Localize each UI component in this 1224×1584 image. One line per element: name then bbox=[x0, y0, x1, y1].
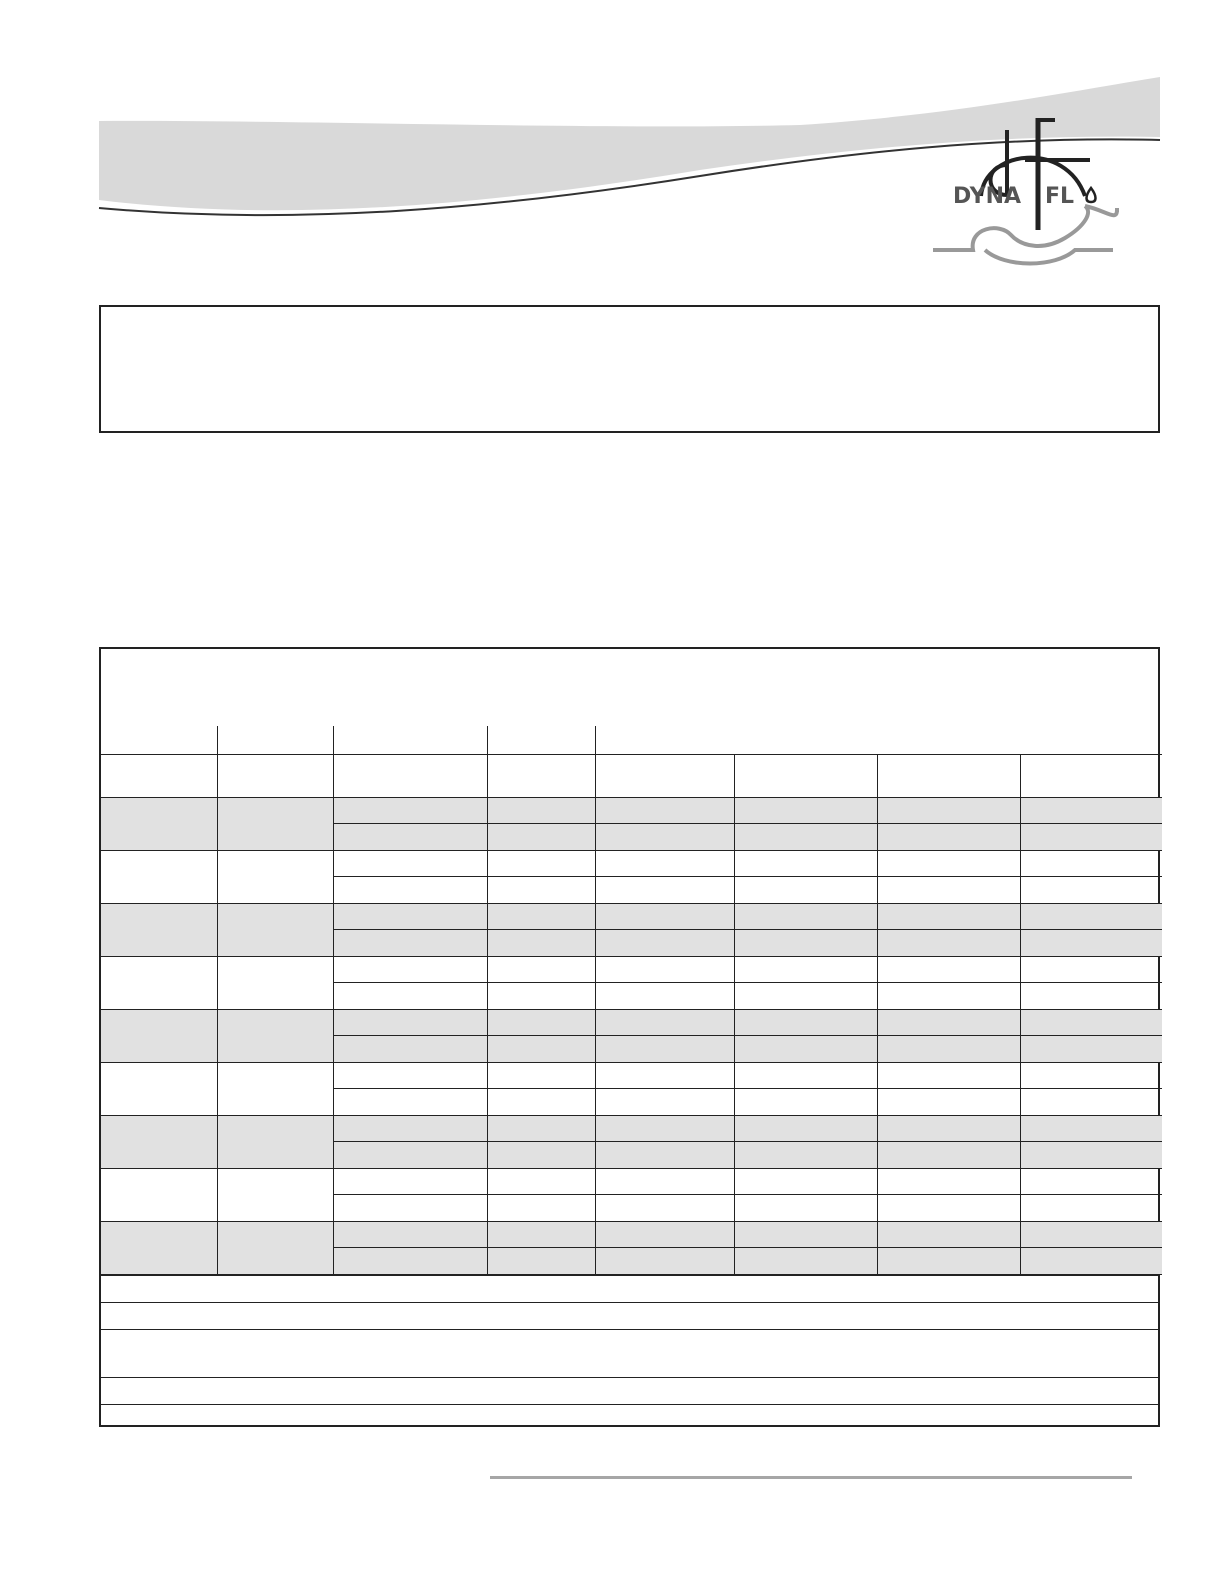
table-cell bbox=[333, 983, 487, 1010]
table-cell bbox=[217, 797, 333, 850]
table-cell bbox=[487, 1221, 595, 1248]
table-cell bbox=[217, 1009, 333, 1062]
table-cell bbox=[595, 983, 734, 1010]
table-cell bbox=[595, 903, 734, 930]
table-cell bbox=[487, 850, 595, 877]
table-cell bbox=[333, 824, 487, 851]
table-cell bbox=[101, 1115, 217, 1168]
table-cell bbox=[595, 1142, 734, 1169]
table-cell bbox=[734, 903, 877, 930]
table-cell bbox=[1020, 1221, 1162, 1248]
table-cell bbox=[217, 1062, 333, 1115]
table-cell bbox=[333, 850, 487, 877]
table-cell bbox=[1020, 797, 1162, 824]
table-cell bbox=[217, 1115, 333, 1168]
table-row bbox=[101, 903, 1162, 930]
footer-rule bbox=[490, 1476, 1132, 1479]
table-cell bbox=[217, 1168, 333, 1221]
table-cell bbox=[877, 1062, 1020, 1089]
table-cell bbox=[487, 903, 595, 930]
table-cell bbox=[333, 1195, 487, 1222]
spec-table-body bbox=[101, 797, 1162, 1274]
table-cell bbox=[1020, 956, 1162, 983]
table-cell bbox=[217, 903, 333, 956]
table-cell bbox=[101, 1221, 217, 1274]
table-cell bbox=[1020, 1142, 1162, 1169]
table-cell bbox=[595, 956, 734, 983]
header-cell bbox=[101, 726, 217, 754]
table-cell bbox=[734, 1115, 877, 1142]
table-row bbox=[101, 850, 1162, 877]
table-cell bbox=[1020, 1009, 1162, 1036]
column-header bbox=[101, 754, 217, 797]
table-cell bbox=[595, 1221, 734, 1248]
table-cell bbox=[877, 1248, 1020, 1275]
table-cell bbox=[595, 797, 734, 824]
table-cell bbox=[333, 1009, 487, 1036]
table-row bbox=[101, 797, 1162, 824]
table-cell bbox=[877, 1089, 1020, 1116]
table-cell bbox=[487, 1248, 595, 1275]
table-row bbox=[101, 1009, 1162, 1036]
table-cell bbox=[487, 1115, 595, 1142]
table-cell bbox=[595, 850, 734, 877]
table-cell bbox=[1020, 1089, 1162, 1116]
note-row bbox=[101, 1377, 1158, 1404]
table-cell bbox=[333, 797, 487, 824]
column-header bbox=[877, 754, 1020, 797]
table-cell bbox=[595, 1248, 734, 1275]
table-cell bbox=[734, 1036, 877, 1063]
header-cell bbox=[217, 726, 333, 754]
table-cell bbox=[333, 1062, 487, 1089]
column-header bbox=[217, 754, 333, 797]
table-cell bbox=[101, 1009, 217, 1062]
table-caption bbox=[101, 649, 1158, 726]
table-cell bbox=[734, 877, 877, 904]
svg-text:DYNA: DYNA bbox=[953, 184, 1022, 209]
table-cell bbox=[1020, 1168, 1162, 1195]
table-cell bbox=[877, 824, 1020, 851]
table-cell bbox=[595, 930, 734, 957]
table-cell bbox=[877, 850, 1020, 877]
table-cell bbox=[734, 1009, 877, 1036]
spec-table-container bbox=[99, 647, 1160, 1427]
table-cell bbox=[1020, 1036, 1162, 1063]
table-cell bbox=[734, 824, 877, 851]
table-cell bbox=[595, 1036, 734, 1063]
table-cell bbox=[595, 824, 734, 851]
table-cell bbox=[595, 877, 734, 904]
table-cell bbox=[333, 1115, 487, 1142]
table-cell bbox=[877, 983, 1020, 1010]
table-cell bbox=[101, 850, 217, 903]
table-cell bbox=[487, 824, 595, 851]
table-cell bbox=[217, 1221, 333, 1274]
table-cell bbox=[1020, 877, 1162, 904]
table-row bbox=[101, 1062, 1162, 1089]
table-cell bbox=[1020, 1248, 1162, 1275]
dynaflo-logo bbox=[925, 110, 1130, 270]
table-cell bbox=[101, 903, 217, 956]
table-cell bbox=[333, 1221, 487, 1248]
table-cell bbox=[1020, 824, 1162, 851]
table-cell bbox=[333, 956, 487, 983]
table-cell bbox=[333, 877, 487, 904]
table-cell bbox=[877, 930, 1020, 957]
table-cell bbox=[217, 850, 333, 903]
column-header bbox=[595, 754, 734, 797]
table-cell bbox=[734, 1089, 877, 1116]
table-cell bbox=[333, 1248, 487, 1275]
table-cell bbox=[1020, 1062, 1162, 1089]
table-cell bbox=[101, 1168, 217, 1221]
table-cell bbox=[333, 930, 487, 957]
table-cell bbox=[487, 983, 595, 1010]
header-cell bbox=[333, 726, 487, 754]
table-cell bbox=[487, 1062, 595, 1089]
table-cell bbox=[877, 1009, 1020, 1036]
table-cell bbox=[595, 1115, 734, 1142]
table-cell bbox=[1020, 850, 1162, 877]
table-cell bbox=[1020, 930, 1162, 957]
table-cell bbox=[487, 1168, 595, 1195]
table-cell bbox=[101, 956, 217, 1009]
table-cell bbox=[333, 903, 487, 930]
table-cell bbox=[487, 956, 595, 983]
column-header bbox=[487, 754, 595, 797]
table-cell bbox=[1020, 983, 1162, 1010]
table-cell bbox=[734, 1062, 877, 1089]
table-cell bbox=[734, 850, 877, 877]
table-cell bbox=[734, 1248, 877, 1275]
column-header bbox=[333, 754, 487, 797]
column-header bbox=[734, 754, 877, 797]
table-cell bbox=[101, 1062, 217, 1115]
table-cell bbox=[734, 797, 877, 824]
table-cell bbox=[487, 1036, 595, 1063]
table-cell bbox=[734, 983, 877, 1010]
table-cell bbox=[877, 956, 1020, 983]
table-cell bbox=[595, 1062, 734, 1089]
note-row bbox=[101, 1329, 1158, 1377]
table-cell bbox=[877, 1195, 1020, 1222]
table-cell bbox=[487, 1009, 595, 1036]
table-row bbox=[101, 1115, 1162, 1142]
spec-table bbox=[101, 726, 1162, 1275]
table-cell bbox=[734, 1221, 877, 1248]
table-row bbox=[101, 1221, 1162, 1248]
table-cell bbox=[595, 1168, 734, 1195]
table-cell bbox=[877, 877, 1020, 904]
table-cell bbox=[877, 903, 1020, 930]
intro-box bbox=[99, 305, 1160, 433]
note-row bbox=[101, 1404, 1158, 1431]
table-cell bbox=[734, 1142, 877, 1169]
svg-text:FL: FL bbox=[1045, 184, 1075, 209]
table-cell bbox=[1020, 903, 1162, 930]
note-row bbox=[101, 1302, 1158, 1329]
note-row bbox=[101, 1275, 1158, 1302]
table-cell bbox=[333, 1168, 487, 1195]
table-cell bbox=[877, 1036, 1020, 1063]
table-cell bbox=[333, 1089, 487, 1116]
table-cell bbox=[333, 1142, 487, 1169]
table-row bbox=[101, 1168, 1162, 1195]
table-cell bbox=[877, 1221, 1020, 1248]
table-cell bbox=[487, 877, 595, 904]
table-cell bbox=[595, 1009, 734, 1036]
table-cell bbox=[877, 797, 1020, 824]
table-cell bbox=[595, 1195, 734, 1222]
header-cell bbox=[487, 726, 595, 754]
table-cell bbox=[734, 1168, 877, 1195]
table-cell bbox=[487, 1142, 595, 1169]
table-cell bbox=[877, 1168, 1020, 1195]
table-cell bbox=[1020, 1195, 1162, 1222]
table-cell bbox=[487, 797, 595, 824]
table-cell bbox=[1020, 1115, 1162, 1142]
table-cell bbox=[734, 956, 877, 983]
table-cell bbox=[487, 1195, 595, 1222]
table-cell bbox=[333, 1036, 487, 1063]
column-header bbox=[1020, 754, 1162, 797]
table-cell bbox=[217, 956, 333, 1009]
table-notes bbox=[101, 1275, 1158, 1431]
group-header bbox=[595, 726, 1162, 754]
table-cell bbox=[734, 1195, 877, 1222]
table-cell bbox=[101, 797, 217, 850]
table-cell bbox=[877, 1115, 1020, 1142]
table-cell bbox=[487, 1089, 595, 1116]
table-cell bbox=[595, 1089, 734, 1116]
table-cell bbox=[487, 930, 595, 957]
table-cell bbox=[734, 930, 877, 957]
table-cell bbox=[877, 1142, 1020, 1169]
table-row bbox=[101, 956, 1162, 983]
